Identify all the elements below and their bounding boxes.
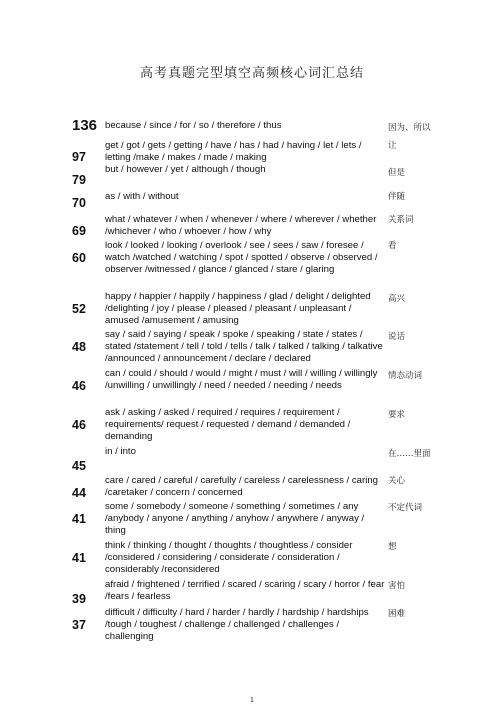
chinese-meaning: 关心 bbox=[388, 476, 406, 486]
table-row bbox=[72, 406, 444, 445]
table-row bbox=[72, 578, 444, 606]
frequency-count: 69 bbox=[72, 224, 86, 238]
word-list: but / however / yet / although / though bbox=[105, 164, 266, 175]
word-list: can / could / should / would / might / must / will / willing / willingly /unwilling / unwillingly / need / needed / needing / needs bbox=[105, 368, 378, 391]
chinese-meaning: 困难 bbox=[388, 609, 406, 619]
frequency-count: 45 bbox=[72, 459, 86, 473]
table-row bbox=[72, 500, 444, 539]
chinese-meaning: 关系词 bbox=[388, 215, 414, 225]
frequency-count: 44 bbox=[72, 486, 86, 500]
word-list: get / got / gets / getting / have / has / had / having / let / lets / letting /make / makes / made / making bbox=[105, 140, 362, 163]
word-list: think / thinking / thought / thoughts / thoughtless / consider /considered / considering / considerate / consideration / considerably /reconsidered bbox=[105, 540, 353, 575]
word-list: difficult / difficulty / hard / harder / hardly / hardship / hardships /tough / toughest / challenge / challenged / challenges / challenging bbox=[105, 607, 369, 642]
frequency-count: 46 bbox=[72, 379, 86, 393]
page-number: 1 bbox=[250, 697, 254, 704]
frequency-count: 60 bbox=[72, 251, 86, 265]
chinese-meaning: 因为、所以 bbox=[388, 123, 431, 133]
frequency-count: 48 bbox=[72, 340, 86, 354]
table-row bbox=[72, 164, 444, 187]
chinese-meaning: 要求 bbox=[388, 410, 406, 420]
chinese-meaning: 但是 bbox=[388, 168, 406, 178]
frequency-count: 97 bbox=[72, 150, 86, 164]
chinese-meaning: 情态动词 bbox=[388, 371, 423, 381]
vocabulary-table bbox=[72, 115, 444, 646]
frequency-count: 37 bbox=[72, 618, 86, 632]
frequency-count: 52 bbox=[72, 302, 86, 316]
chinese-meaning: 伴随 bbox=[388, 192, 406, 202]
table-row bbox=[72, 473, 444, 500]
table-row bbox=[72, 137, 444, 164]
table-row bbox=[72, 289, 444, 328]
table-row bbox=[72, 115, 444, 137]
word-list: ask / asking / asked / required / requires / requirement / requirements/ request / requested / demand / demanded / demanding bbox=[105, 407, 351, 442]
frequency-count: 41 bbox=[72, 551, 86, 565]
word-list: in / into bbox=[105, 446, 136, 457]
table-row bbox=[72, 445, 444, 473]
chinese-meaning: 说话 bbox=[388, 332, 406, 342]
table-row bbox=[72, 238, 444, 289]
frequency-count: 136 bbox=[72, 117, 98, 134]
table-row bbox=[72, 367, 444, 406]
frequency-count: 70 bbox=[72, 196, 86, 210]
word-list: care / cared / careful / carefully / careless / carelessness / caring /caretaker / concern / concerned bbox=[105, 475, 379, 498]
chinese-meaning: 高兴 bbox=[388, 294, 406, 304]
chinese-meaning: 让 bbox=[388, 141, 397, 151]
chinese-meaning: 在……里面 bbox=[388, 449, 431, 459]
table-row bbox=[72, 606, 444, 646]
word-list: what / whatever / when / whenever / where / wherever / whether /whichever / who / whoever / how / why bbox=[105, 214, 377, 237]
word-list: happy / happier / happily / happiness / glad / delight / delighted /delighting / joy / please / pleased / pleasant / unpleasant / amused /amusement / amusing bbox=[105, 291, 371, 326]
word-list: as / with / without bbox=[105, 191, 179, 202]
frequency-count: 79 bbox=[72, 173, 86, 187]
word-list: some / somebody / someone / something / sometimes / any /anybody / anyone / anything / anyhow / anywhere / anyway / thing bbox=[105, 501, 365, 536]
frequency-count: 46 bbox=[72, 418, 86, 432]
word-list: afraid / frightened / terrified / scared / scaring / scary / horror / fear /fears / fearless bbox=[105, 579, 385, 602]
word-list: say / said / saying / speak / spoke / speaking / state / states / stated /statement / tell / told / tells / talk / talked / talking / talkative /announced / announcement / declare / declared bbox=[105, 329, 383, 364]
frequency-count: 39 bbox=[72, 592, 86, 606]
table-row bbox=[72, 187, 444, 210]
chinese-meaning: 不定代词 bbox=[388, 503, 423, 513]
word-list: because / since / for / so / therefore / thus bbox=[105, 120, 282, 131]
table-row bbox=[72, 328, 444, 367]
frequency-count: 41 bbox=[72, 512, 86, 526]
chinese-meaning: 看 bbox=[388, 241, 397, 251]
chinese-meaning: 害怕 bbox=[388, 581, 406, 591]
page-title: 高考真题完型填空高频核心词汇总结 bbox=[139, 66, 364, 81]
table-row bbox=[72, 539, 444, 578]
chinese-meaning: 想 bbox=[388, 542, 397, 552]
table-row bbox=[72, 210, 444, 238]
word-list: look / looked / looking / overlook / see / sees / saw / foresee / watch /watched / watching / spot / spotted / observe / observed / observer /witnessed / glance / glanced / stare / glaring bbox=[105, 240, 378, 275]
